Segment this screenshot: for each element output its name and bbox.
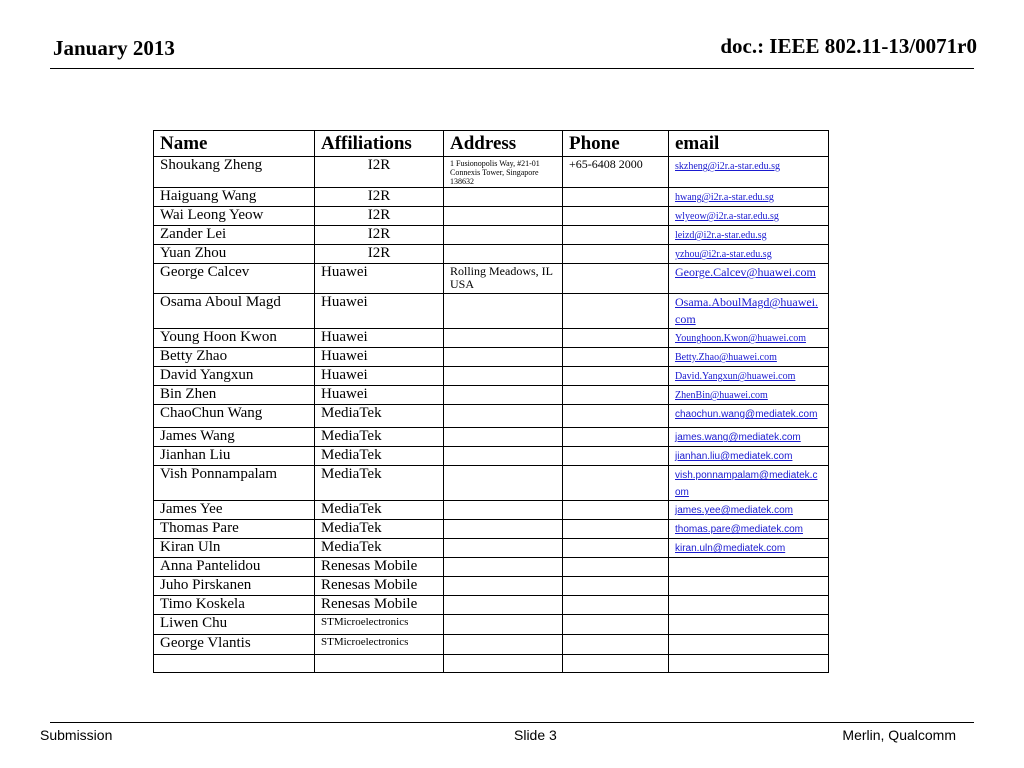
cell-affiliation: Huawei	[315, 264, 444, 294]
cell-affiliation: I2R	[315, 245, 444, 264]
cell-phone	[563, 501, 669, 520]
table-row	[154, 405, 829, 428]
email-link[interactable]: Osama.AboulMagd@huawei.com	[675, 295, 819, 326]
cell-address	[444, 348, 563, 367]
cell-name: Anna Pantelidou	[154, 558, 315, 577]
cell-affiliation: MediaTek	[315, 428, 444, 447]
table-row	[154, 539, 829, 558]
cell-affiliation: Renesas Mobile	[315, 596, 444, 615]
cell-address	[444, 245, 563, 264]
cell-name: George Vlantis	[154, 635, 315, 655]
cell-name: Shoukang Zheng	[154, 157, 315, 188]
cell-address	[444, 226, 563, 245]
email-link[interactable]: George.Calcev@huawei.com	[675, 265, 816, 279]
cell-email	[669, 596, 829, 615]
column-header-name: Name	[154, 131, 315, 157]
cell-address	[444, 329, 563, 348]
email-link[interactable]: kiran.uln@mediatek.com	[675, 543, 786, 554]
cell-address	[444, 207, 563, 226]
footer-slide-number: Slide 3	[514, 727, 557, 743]
email-link[interactable]: skzheng@i2r.a-star.edu.sg	[675, 161, 781, 172]
cell-address	[444, 188, 563, 207]
cell-address	[444, 405, 563, 428]
table-row	[154, 348, 829, 367]
email-link[interactable]: wlyeow@i2r.a-star.edu.sg	[675, 211, 779, 222]
cell-name: Osama Aboul Magd	[154, 294, 315, 329]
cell-address	[444, 615, 563, 635]
header-date: January 2013	[53, 36, 175, 60]
cell-phone	[563, 226, 669, 245]
cell-affiliation: Renesas Mobile	[315, 558, 444, 577]
cell-name: Kiran Uln	[154, 539, 315, 558]
cell-phone	[563, 558, 669, 577]
email-link[interactable]: Younghoon.Kwon@huawei.com	[675, 333, 806, 344]
table-row	[154, 157, 829, 188]
header-divider	[50, 68, 974, 69]
cell-phone	[563, 245, 669, 264]
cell-email	[669, 558, 829, 577]
cell-name: James Wang	[154, 428, 315, 447]
cell-phone	[563, 577, 669, 596]
cell-affiliation: Huawei	[315, 294, 444, 329]
email-link[interactable]: jianhan.liu@mediatek.com	[675, 451, 793, 462]
cell-name: James Yee	[154, 501, 315, 520]
email-link[interactable]: yzhou@i2r.a-star.edu.sg	[675, 249, 772, 260]
table-row	[154, 501, 829, 520]
cell-address	[444, 539, 563, 558]
cell-email	[669, 635, 829, 655]
cell-email	[669, 615, 829, 635]
cell-name: Zander Lei	[154, 226, 315, 245]
cell-address: Rolling Meadows, IL USA	[444, 264, 563, 294]
cell-address	[444, 520, 563, 539]
cell-affiliation: Huawei	[315, 348, 444, 367]
cell-affiliation: MediaTek	[315, 520, 444, 539]
attendee-table	[153, 130, 829, 673]
cell-name: Young Hoon Kwon	[154, 329, 315, 348]
cell-affiliation: MediaTek	[315, 466, 444, 501]
cell-address	[444, 466, 563, 501]
table-row-empty	[154, 655, 829, 673]
cell-phone	[563, 207, 669, 226]
cell-affiliation: MediaTek	[315, 501, 444, 520]
table-row	[154, 264, 829, 294]
column-header-phone: Phone	[563, 131, 669, 157]
table-row	[154, 188, 829, 207]
email-link[interactable]: thomas.pare@mediatek.com	[675, 524, 803, 535]
cell-phone	[563, 655, 669, 673]
cell-email	[669, 655, 829, 673]
email-link[interactable]: james.wang@mediatek.com	[675, 432, 801, 443]
cell-affiliation: MediaTek	[315, 405, 444, 428]
table-row	[154, 386, 829, 405]
cell-name: Thomas Pare	[154, 520, 315, 539]
header-doc-id: doc.: IEEE 802.11-13/0071r0	[720, 34, 977, 58]
table-row	[154, 294, 829, 329]
cell-address	[444, 577, 563, 596]
cell-address	[444, 596, 563, 615]
table-row	[154, 447, 829, 466]
cell-address	[444, 447, 563, 466]
email-link[interactable]: hwang@i2r.a-star.edu.sg	[675, 192, 774, 203]
email-link[interactable]: David.Yangxun@huawei.com	[675, 371, 796, 382]
table-row	[154, 520, 829, 539]
table-row	[154, 635, 829, 655]
cell-address	[444, 501, 563, 520]
footer-submission: Submission	[40, 727, 113, 743]
cell-affiliation: Huawei	[315, 367, 444, 386]
cell-address	[444, 428, 563, 447]
cell-email	[669, 577, 829, 596]
cell-name: George Calcev	[154, 264, 315, 294]
table-row	[154, 466, 829, 501]
cell-phone	[563, 447, 669, 466]
cell-address: 1 Fusionopolis Way, #21-01 Connexis Tower, Singapore 138632	[444, 157, 563, 188]
cell-phone	[563, 405, 669, 428]
cell-phone	[563, 348, 669, 367]
cell-name: Haiguang Wang	[154, 188, 315, 207]
table-row	[154, 558, 829, 577]
cell-phone	[563, 615, 669, 635]
column-header-address: Address	[444, 131, 563, 157]
email-link[interactable]: vish.ponnampalam@mediatek.com	[675, 470, 818, 498]
table-row	[154, 367, 829, 386]
email-link[interactable]: james.yee@mediatek.com	[675, 505, 793, 516]
cell-name: Vish Ponnampalam	[154, 466, 315, 501]
email-link[interactable]: chaochun.wang@mediatek.com	[675, 409, 818, 420]
cell-name: ChaoChun Wang	[154, 405, 315, 428]
table-row	[154, 245, 829, 264]
cell-affiliation: I2R	[315, 207, 444, 226]
cell-phone	[563, 264, 669, 294]
cell-affiliation: MediaTek	[315, 539, 444, 558]
table-row	[154, 329, 829, 348]
cell-name: David Yangxun	[154, 367, 315, 386]
cell-address	[444, 367, 563, 386]
cell-phone	[563, 539, 669, 558]
table-row	[154, 226, 829, 245]
column-header-affiliations: Affiliations	[315, 131, 444, 157]
table-header-row	[154, 131, 829, 157]
email-link[interactable]: ZhenBin@huawei.com	[675, 390, 768, 401]
table-row	[154, 577, 829, 596]
cell-name: Betty Zhao	[154, 348, 315, 367]
cell-phone	[563, 596, 669, 615]
cell-address	[444, 635, 563, 655]
cell-affiliation: Renesas Mobile	[315, 577, 444, 596]
cell-affiliation: I2R	[315, 157, 444, 188]
footer-author: Merlin, Qualcomm	[842, 727, 956, 743]
cell-affiliation: Huawei	[315, 386, 444, 405]
cell-phone	[563, 520, 669, 539]
footer-divider	[50, 722, 974, 723]
cell-address	[444, 655, 563, 673]
cell-phone	[563, 428, 669, 447]
cell-name: Jianhan Liu	[154, 447, 315, 466]
table-row	[154, 428, 829, 447]
email-link[interactable]: leizd@i2r.a-star.edu.sg	[675, 230, 767, 241]
cell-phone	[563, 329, 669, 348]
cell-name: Wai Leong Yeow	[154, 207, 315, 226]
cell-phone	[563, 367, 669, 386]
cell-address	[444, 294, 563, 329]
cell-affiliation: I2R	[315, 188, 444, 207]
cell-phone	[563, 635, 669, 655]
cell-phone	[563, 466, 669, 501]
cell-address	[444, 558, 563, 577]
cell-name	[154, 655, 315, 673]
cell-affiliation: STMicroelectronics	[315, 615, 444, 635]
email-link[interactable]: Betty.Zhao@huawei.com	[675, 352, 777, 363]
cell-name: Juho Pirskanen	[154, 577, 315, 596]
cell-affiliation: Huawei	[315, 329, 444, 348]
cell-name: Bin Zhen	[154, 386, 315, 405]
cell-affiliation: MediaTek	[315, 447, 444, 466]
cell-phone	[563, 386, 669, 405]
cell-name: Timo Koskela	[154, 596, 315, 615]
cell-affiliation: STMicroelectronics	[315, 635, 444, 655]
cell-name: Yuan Zhou	[154, 245, 315, 264]
table-row	[154, 596, 829, 615]
cell-address	[444, 386, 563, 405]
cell-phone	[563, 188, 669, 207]
table-row	[154, 207, 829, 226]
cell-phone: +65-6408 2000	[563, 157, 669, 188]
cell-name: Liwen Chu	[154, 615, 315, 635]
cell-phone	[563, 294, 669, 329]
cell-affiliation	[315, 655, 444, 673]
column-header-email: email	[669, 131, 829, 157]
cell-affiliation: I2R	[315, 226, 444, 245]
table-row	[154, 615, 829, 635]
